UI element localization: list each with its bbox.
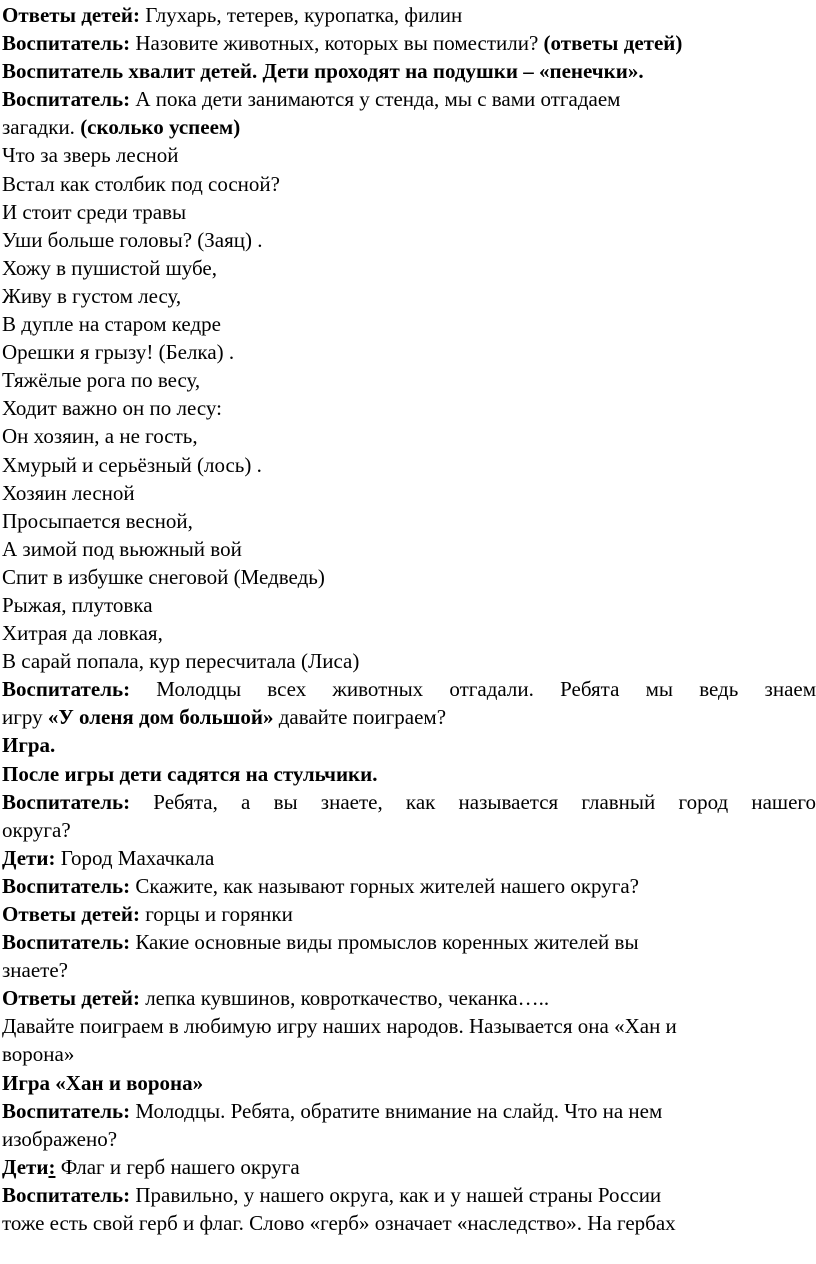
text-line (2, 563, 816, 591)
text-run: изображено? (2, 1126, 118, 1151)
text-line (2, 479, 816, 507)
text-run: Уши больше головы? (Заяц) . (2, 227, 263, 252)
text-line (2, 1097, 816, 1125)
text-run: тоже есть свой герб и флаг. Слово «герб» означает «наследство». На гербах (2, 1211, 676, 1236)
text-run: Флаг и герб нашего округа (55, 1154, 300, 1179)
text-line (2, 254, 816, 282)
text-run: Правильно, у нашего округа, как и у нашей страны России (130, 1182, 662, 1207)
text-line (2, 198, 816, 226)
text-run: Ребята, а вы знаете, как называется главный город нашего (130, 789, 816, 814)
bold-run: (сколько успеем) (80, 115, 241, 140)
text-line (2, 282, 816, 310)
text-run: игру (2, 705, 48, 730)
bold-run: Воспитатель: (2, 1098, 131, 1123)
text-line (2, 956, 816, 984)
text-line (2, 113, 816, 141)
text-line (2, 984, 816, 1012)
text-run: Орешки я грызу! (Белка) . (2, 340, 235, 365)
text-run: Спит в избушке снеговой (Медведь) (2, 564, 325, 589)
text-line (2, 310, 816, 338)
text-run: Какие основные виды промыслов коренных жителей вы (130, 930, 639, 955)
text-run: Город Махачкала (55, 845, 215, 870)
bold-run: (ответы детей) (543, 31, 683, 56)
text-run: Просыпается весной, (2, 508, 193, 533)
text-line (2, 619, 816, 647)
text-line (2, 844, 816, 872)
text-run: Хожу в пушистой шубе, (2, 255, 217, 280)
bold-run: Ответы детей: (2, 902, 140, 926)
text-run: Хмурый и серьёзный (лось) . (2, 452, 262, 477)
text-line (2, 1, 816, 29)
bold-run: После игры дети садятся на стульчики. (2, 761, 378, 786)
text-run: лепка кувшинов, ковроткачество, чеканка….. (139, 986, 550, 1011)
text-line (2, 816, 816, 844)
text-line (2, 1153, 816, 1181)
text-line (2, 57, 816, 85)
bold-run: Воспитатель: (2, 87, 131, 112)
text-run: А пока дети занимаются у стенда, мы с вами отгадаем (130, 87, 621, 112)
text-line (2, 788, 816, 816)
text-run: Скажите, как называют горных жителей нашего округа? (130, 873, 639, 898)
text-run: Хозяин лесной (2, 480, 135, 505)
text-line (2, 1181, 816, 1209)
bold-run: Воспитатель: (2, 930, 131, 955)
text-run: знаете? (2, 958, 68, 983)
text-run: загадки. (2, 115, 81, 140)
text-line (2, 1069, 816, 1097)
text-run: Встал как столбик под сосной? (2, 171, 280, 196)
bold-run: Игра. (2, 733, 56, 758)
text-line (2, 141, 816, 169)
text-line (2, 451, 816, 479)
text-line (2, 226, 816, 254)
bold-run: Ответы детей: (2, 986, 140, 1011)
bold-run: Воспитатель: (2, 873, 131, 898)
document-text (2, 1, 816, 1237)
text-run: Хитрая да ловкая, (2, 621, 163, 646)
text-line (2, 29, 816, 57)
text-line (2, 85, 816, 113)
text-line (2, 366, 816, 394)
bold-run: Ответы детей: (2, 3, 140, 27)
bold-run: Игра «Хан и ворона» (2, 1070, 204, 1095)
bold-run: Воспитатель: (2, 1182, 131, 1207)
text-run: округа? (2, 817, 71, 842)
text-run: Рыжая, плутовка (2, 592, 153, 617)
text-run: Молодцы всех животных отгадали. Ребята мы ведь знаем (130, 677, 816, 702)
text-run: горцы и горянки (139, 902, 293, 926)
text-line (2, 731, 816, 759)
text-line (2, 591, 816, 619)
text-line (2, 1012, 816, 1040)
text-run: Что за зверь лесной (2, 143, 179, 168)
bold-run: Воспитатель хвалит детей. Дети проходят на подушки – «пенечки». (2, 59, 644, 84)
text-line (2, 872, 816, 900)
text-line (2, 507, 816, 535)
text-run: Тяжёлые рога по весу, (2, 368, 201, 393)
text-run: ворона» (2, 1042, 75, 1067)
bold-run: Воспитатель: (2, 789, 131, 814)
bold-run: Дети (2, 1154, 49, 1179)
text-run: Назовите животных, которых вы поместили? (130, 31, 544, 56)
text-line (2, 900, 816, 928)
text-run: В сарай попала, кур пересчитала (Лиса) (2, 649, 360, 674)
text-run: Давайте поиграем в любимую игру наших народов. Называется она «Хан и (2, 1014, 677, 1039)
text-line (2, 170, 816, 198)
bold-underline-run: : (48, 1154, 56, 1179)
text-run: Молодцы. Ребята, обратите внимание на слайд. Что на нем (130, 1098, 663, 1123)
text-line (2, 703, 816, 731)
text-line (2, 647, 816, 675)
text-line (2, 535, 816, 563)
text-run: Живу в густом лесу, (2, 283, 182, 308)
bold-run: «У оленя дом большой» (47, 705, 274, 730)
text-line (2, 1040, 816, 1068)
bold-run: Воспитатель: (2, 677, 131, 702)
text-line (2, 338, 816, 366)
text-line (2, 1125, 816, 1153)
text-run: Он хозяин, а не гость, (2, 424, 198, 449)
bold-run: Дети: (2, 845, 56, 870)
bold-run: Воспитатель: (2, 31, 131, 56)
text-run: Ходит важно он по лесу: (2, 396, 222, 421)
text-line (2, 675, 816, 703)
text-line (2, 760, 816, 788)
text-run: И стоит среди травы (2, 199, 187, 224)
text-line (2, 394, 816, 422)
text-line (2, 422, 816, 450)
text-run: давайте поиграем? (273, 705, 447, 730)
text-run: А зимой под вьюжный вой (2, 536, 242, 561)
text-run: Глухарь, тетерев, куропатка, филин (139, 3, 463, 27)
text-run: В дупле на старом кедре (2, 312, 221, 337)
text-line (2, 928, 816, 956)
text-line (2, 1209, 816, 1237)
